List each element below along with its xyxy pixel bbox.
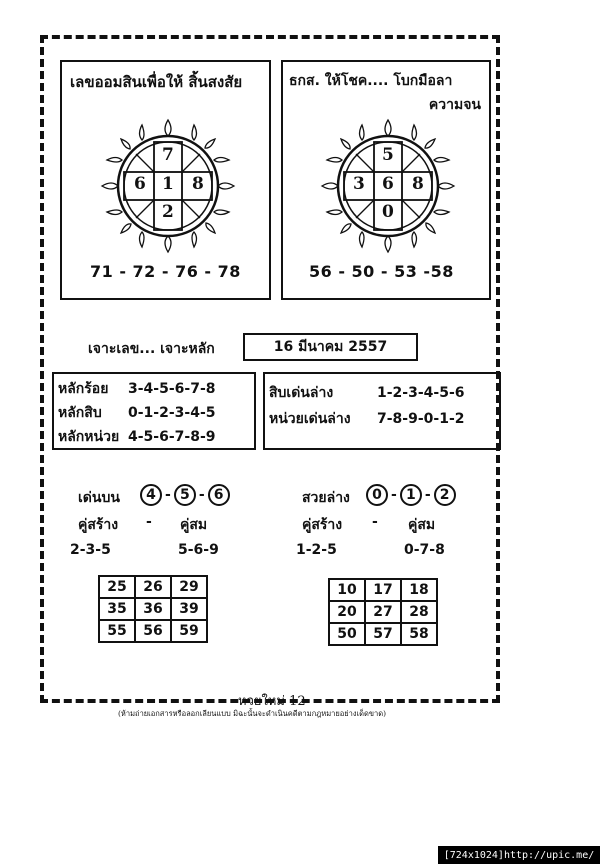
right-wheel-center: 6 <box>382 174 394 194</box>
date-text: 16 มีนาคม 2557 <box>273 339 388 355</box>
left-wheel-panel <box>60 60 271 300</box>
top-combo-values: 5-6-9 <box>178 542 219 558</box>
top-pair-values: 2-3-5 <box>70 542 111 558</box>
hundreds-row <box>58 378 216 400</box>
copyright-notice: (ห้ามถ่ายเอกสารหรือลอกเลียนแบบ มิฉะนั้นจะดำเนินคดีตามกฎหมายอย่างเด็ดขาด) <box>118 709 386 718</box>
lower-units-value: 7-8-9-0-1-2 <box>377 411 465 427</box>
grid-row <box>99 620 207 642</box>
page-number: หวยใหม่ 12 <box>238 694 306 709</box>
dash-sep: - <box>391 487 397 503</box>
grid-cell: 36 <box>135 598 171 620</box>
right-wheel-left: 3 <box>353 174 365 194</box>
watermark-text: [724x1024]http://upic.me/ <box>443 849 595 861</box>
grid-cell: 56 <box>135 620 171 642</box>
position-digits-box <box>52 372 256 450</box>
top-pair-label: คู่สร้าง <box>78 517 119 533</box>
grid-cell: 58 <box>401 623 437 645</box>
right-wheel-top: 5 <box>382 145 394 165</box>
grid-row <box>329 579 437 601</box>
right-wheel-panel <box>281 60 491 300</box>
lower-tens-row <box>269 382 465 404</box>
lower-digits-box <box>263 372 501 450</box>
grid-cell: 17 <box>365 579 401 601</box>
bottom-number-grid <box>328 578 438 646</box>
grid-row <box>99 576 207 598</box>
date-box <box>243 333 418 361</box>
grid-row <box>99 598 207 620</box>
grid-cell: 55 <box>99 620 135 642</box>
lower-units-label: หน่วยเด่นล่าง <box>269 411 351 427</box>
bottom-digit-1: 0 <box>366 484 388 506</box>
left-wheel-center: 1 <box>162 174 174 194</box>
lower-units-row <box>269 408 465 430</box>
top-digit-2: 5 <box>174 484 196 506</box>
dash-sep: - <box>424 487 431 503</box>
top-digit-1: 4 <box>140 484 162 506</box>
grid-cell: 10 <box>329 579 365 601</box>
left-wheel-left: 6 <box>134 174 146 194</box>
right-wheel-right: 8 <box>412 174 424 194</box>
tens-row <box>58 402 216 424</box>
top-digit-3: 6 <box>208 484 230 506</box>
right-panel-title-line2: ความจน <box>428 97 481 113</box>
lower-tens-label: สิบเด่นล่าง <box>269 385 334 401</box>
watermark-badge <box>438 846 600 864</box>
grid-cell: 50 <box>329 623 365 645</box>
dash-sep: - <box>165 487 171 503</box>
bottom-combo-values: 0-7-8 <box>404 542 445 558</box>
units-row <box>58 426 216 448</box>
top-section-label: เด่นบน <box>78 490 120 506</box>
hundreds-label: หลักร้อย <box>58 381 109 397</box>
grid-cell: 27 <box>365 601 401 623</box>
dash-sep: - <box>198 487 205 503</box>
bottom-digit-2: 1 <box>400 484 422 506</box>
top-dash: - <box>146 514 152 530</box>
top-digits <box>140 484 230 506</box>
grid-cell: 25 <box>99 576 135 598</box>
top-number-grid <box>98 575 208 643</box>
left-wheel-right: 8 <box>192 174 204 194</box>
tens-value: 0-1-2-3-4-5 <box>128 405 216 421</box>
left-panel-title: เลขออมสินเพื่อให้ สิ้นสงสัย <box>70 73 243 91</box>
right-panel-numbers: 56 - 50 - 53 -58 <box>309 262 454 281</box>
units-label: หลักหน่วย <box>58 429 120 445</box>
tens-label: หลักสิบ <box>58 405 102 421</box>
grid-cell: 35 <box>99 598 135 620</box>
grid-row <box>329 601 437 623</box>
units-value: 4-5-6-7-8-9 <box>128 429 216 445</box>
hundreds-value: 3-4-5-6-7-8 <box>128 381 216 397</box>
grid-cell: 26 <box>135 576 171 598</box>
grid-row <box>329 623 437 645</box>
left-panel-numbers: 71 - 72 - 76 - 78 <box>90 262 241 281</box>
left-wheel-bottom: 2 <box>162 202 174 222</box>
bottom-pair-values: 1-2-5 <box>296 542 337 558</box>
grid-cell: 29 <box>171 576 207 598</box>
grid-cell: 59 <box>171 620 207 642</box>
top-combo-label: คู่สม <box>180 517 208 533</box>
grid-cell: 18 <box>401 579 437 601</box>
bottom-combo-label: คู่สม <box>408 517 436 533</box>
bottom-pair-label: คู่สร้าง <box>302 517 343 533</box>
grid-cell: 39 <box>171 598 207 620</box>
bottom-section-label: สวยล่าง <box>302 490 350 506</box>
bottom-digit-3: 2 <box>434 484 456 506</box>
grid-cell: 20 <box>329 601 365 623</box>
right-wheel-bottom: 0 <box>382 202 394 222</box>
right-panel-title-line1: ธกส. ให้โชค.... โบกมือลา <box>289 73 453 89</box>
grid-cell: 57 <box>365 623 401 645</box>
left-wheel-top: 7 <box>162 145 174 165</box>
grid-cell: 28 <box>401 601 437 623</box>
lower-tens-value: 1-2-3-4-5-6 <box>377 385 465 401</box>
bottom-dash: - <box>372 514 378 530</box>
section-heading: เจาะเลข... เจาะหลัก <box>88 341 215 357</box>
bottom-digits <box>366 484 456 506</box>
